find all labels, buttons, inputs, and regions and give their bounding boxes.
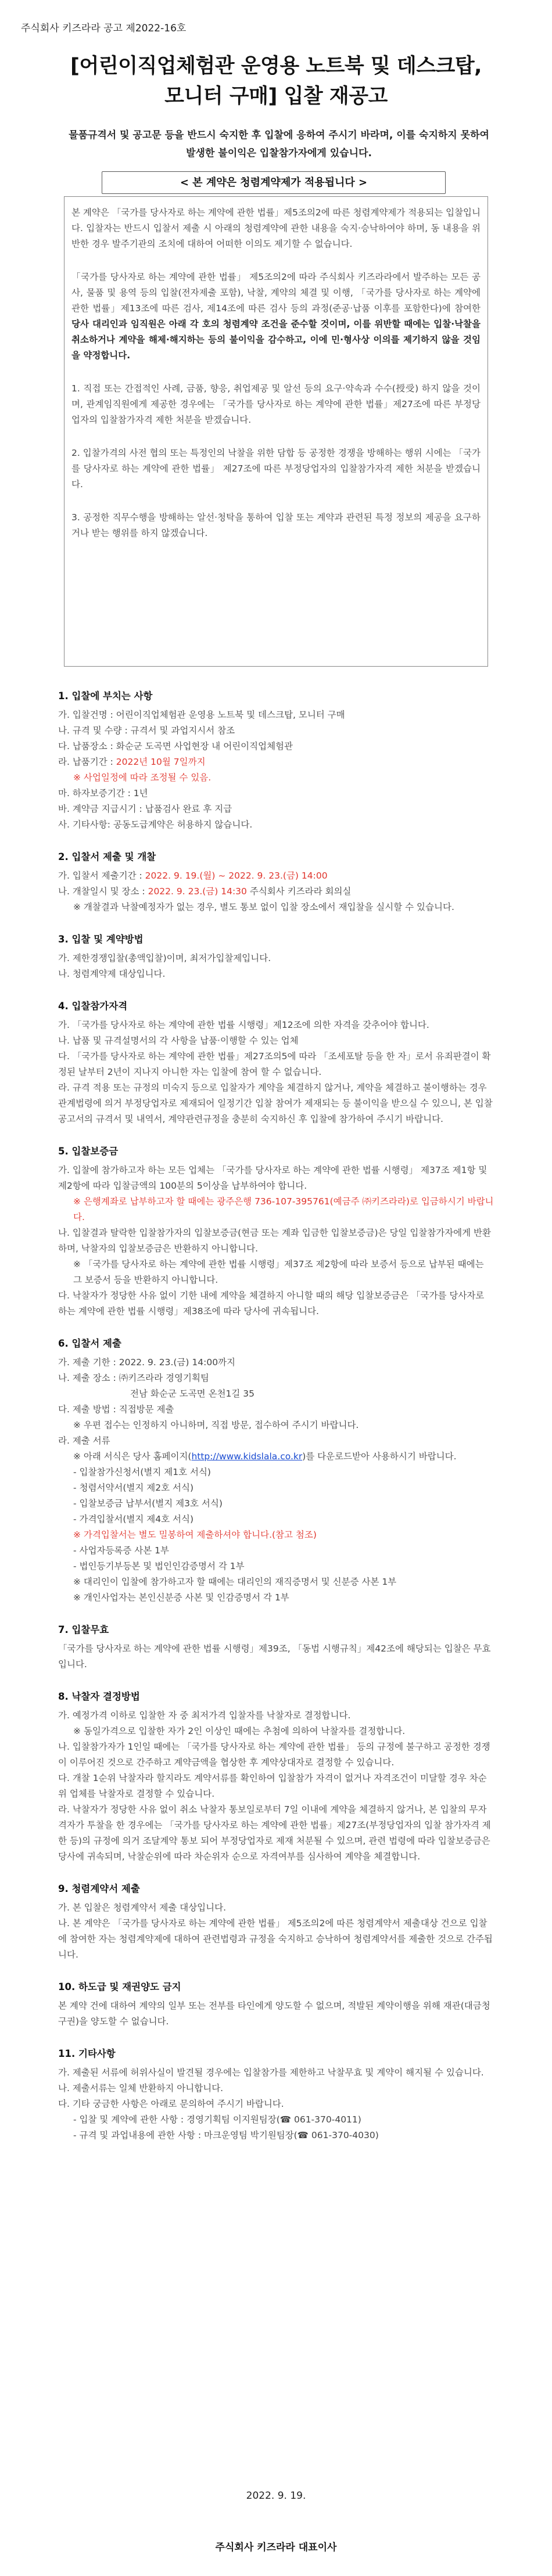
- opening-place: 주식회사 키즈라라 회의실: [246, 886, 352, 897]
- list-item: 가. 「국가를 당사자로 하는 계약에 관한 법률 시행령」제12조에 의한 자격을 갖추어야 합니다.: [58, 1020, 429, 1030]
- list-item: [58, 868, 494, 884]
- doc-item: - 입찰보증금 납부서(별지 제3호 서식): [73, 1498, 223, 1509]
- list-item: 가. 본 입찰은 청렴계약서 제출 대상입니다.: [58, 1902, 227, 1913]
- list-item: 다. 제출 방법 : 직접방문 제출: [58, 1404, 174, 1415]
- agent-note: ※ 대리인이 입찰에 참가하고자 할 때에는 대리인의 재직증명서 및 신분증 사본 1부: [73, 1577, 397, 1587]
- box-clause-1: 1. 직접 또는 간접적인 사례, 금품, 향응, 취업제공 및 알선 등의 요구·약속과 수수(授受) 하지 않을 것이며, 관계임직원에게 제공한 경우에는 「국가를 당사자로 하는 계약에 관한 법률」제27조에 따른 부정당업자의 입찰참가자격 제한 처분을 받겠습니다.: [71, 383, 481, 425]
- page-title: [0, 51, 552, 111]
- list-item: 라. 규격 적용 또는 규정의 미숙지 등으로 입찰자가 계약을 체결하지 않거나, 계약을 체결하고 불이행하는 경우 관계법령에 의거 부정당업자로 제재되어 일정기간 입찰 참여가 제재되는 등 불이익을 받으실 수 있으니, 본 입찰공고서의 규격서 및 내역서, 계약관련규정을 충분히 숙지하신 후 입찰에 참가하여 주시기 바랍니다.: [58, 1082, 493, 1124]
- list-item: 나. 본 계약은 「국가를 당사자로 하는 계약에 관한 법률」 제5조의2에 따른 청렴계약서 제출대상 건으로 입찰에 참여한 자는 청렴계약제에 대하여 관련법령과 규정을 숙지하고 승낙하여 청렴계약서를 제출한 것으로 간주됩니다.: [58, 1918, 493, 1960]
- individual-note: ※ 개인사업자는 본인신분증 사본 및 인감증명서 각 1부: [73, 1592, 289, 1603]
- section-10: [58, 1979, 494, 2030]
- submission-period-label: 가. 입찰서 제출기간 :: [58, 870, 145, 881]
- list-item: 나. 제출서류는 일체 반환하지 아니합니다.: [58, 2083, 224, 2093]
- box-paragraph-2a: 「국가를 당사자로 하는 계약에 관한 법률」 제5조의2에 따라 주식회사 키즈라라에서 발주하는 모든 공사, 물품 및 용역 등의 입찰(전자제출 포함), 낙찰, 계약의 체결 및 이행, 「국가를 당사자로 하는 계약에 관한 법률」제13조에 따른 검사, 제14조에 따른 검사 등의 과정(준공·납품 이후를 포함한다)에 참여한: [71, 272, 481, 314]
- mail-note: ※ 우편 접수는 인정하지 아니하며, 직접 방문, 접수하여 주시기 바랍니다.: [73, 1420, 359, 1430]
- section-title: 3. 입찰 및 계약방법: [58, 934, 144, 945]
- doc-item: - 가격입찰서(별지 제4호 서식): [73, 1514, 194, 1524]
- section-title: 5. 입찰보증금: [58, 1146, 119, 1157]
- list-item: 다. 기타 궁금한 사항은 아래로 문의하여 주시기 바랍니다.: [58, 2099, 284, 2109]
- doc-item: - 사업자등록증 사본 1부: [73, 1545, 169, 1556]
- section-3: [58, 931, 494, 982]
- title-line-1: [어린이직업체험관 운영용 노트북 및 데스크탑,: [70, 55, 482, 78]
- integrity-contract-box: [64, 196, 488, 667]
- list-item: [58, 884, 494, 900]
- box-clause-2: 2. 입찰가격의 사전 협의 또는 특정인의 낙찰을 위한 담합 등 공정한 경쟁을 방해하는 행위 시에는 「국가를 당사자로 하는 계약에 관한 법률」 제27조에 따른 부정당업자의 입찰참가자격 제한 처분을 받겠습니다.: [71, 448, 481, 490]
- list-item: 나. 입찰결과 탈락한 입찰참가자의 입찰보증금(현금 또는 계좌 입금한 입찰보증금)은 당일 입찰참가자에게 반환하며, 낙찰자의 입찰보증금은 반환하지 아니합니다.: [58, 1228, 492, 1254]
- section-title: 11. 기타사항: [58, 2048, 116, 2059]
- list-item: 사. 기타사항: 공동도급계약은 허용하지 않습니다.: [58, 819, 253, 830]
- list-item: 가. 입찰건명 : 어린이직업체험관 운영용 노트북 및 데스크탑, 모니터 구매: [58, 710, 345, 720]
- homepage-link[interactable]: http://www.kidslala.co.kr: [191, 1451, 303, 1462]
- section-title: 2. 입찰서 제출 및 개찰: [58, 851, 156, 862]
- price-bid-note: ※ 가격입찰서는 별도 밀봉하여 제출하셔야 합니다.(참고 첨조): [73, 1530, 317, 1540]
- list-item: 나. 제출 장소 : ㈜키즈라라 경영기획팀: [58, 1373, 209, 1383]
- list-item: 가. 제출 기한 : 2022. 9. 23.(금) 14:00까지: [58, 1357, 235, 1368]
- delivery-deadline: 2022년 10월 7일까지: [116, 757, 206, 767]
- section-4: [58, 998, 494, 1127]
- section-11: [58, 2046, 494, 2143]
- notice-number: 주식회사 키즈라라 공고 제2022-16호: [21, 23, 187, 34]
- section-title: 1. 입찰에 부치는 사항: [58, 690, 153, 701]
- list-item: [58, 754, 494, 770]
- list-item: 가. 예정가격 이하로 입찰한 자 중 최저가격 입찰자를 낙찰자로 결정합니다.: [58, 1710, 351, 1721]
- list-item: 라. 낙찰자가 정당한 사유 없이 취소 낙찰자 통보일로부터 7일 이내에 계약을 체결하지 않거나, 본 입찰의 무자격자가 투찰을 한 경우에는 「국가를 당사자로 하는 계약에 관한 법률」제27조(부정당업자의 입찰 참가자격 제한 등)의 규정에 의거 조달계약 통보 되어 부정당업자로 제재 처분될 수 있으며, 관련 법령에 따라 입찰보증금은 당사에 귀속되며, 낙찰순위에 따라 차순위자 순으로 자격여부를 심사하여 계약을 체결합니다.: [58, 1804, 491, 1862]
- section-6: [58, 1336, 494, 1606]
- list-item: 마. 하자보증기간 : 1년: [58, 788, 148, 798]
- intro-text: 물품규격서 및 공고문 등을 반드시 숙지한 후 입찰에 응하여 주시기 바라며, 이를 숙지하지 못하여 발생한 불이익은 입찰참가자에게 있습니다.: [69, 129, 489, 159]
- guarantee-note: ※ 「국가를 당사자로 하는 계약에 관한 법률 시행령」제37조 제2항에 따라 보증서 등으로 납부된 때에는 그 보증서 등을 반환하지 아니합니다.: [73, 1259, 484, 1285]
- notice-date: 2022. 9. 19.: [246, 2490, 306, 2502]
- box-paragraph-1: 본 계약은 「국가를 당사자로 하는 계약에 관한 법률」제5조의2에 따른 청렴계약제가 적용되는 입찰입니다. 입찰자는 반드시 입찰서 제출 시 아래의 청렴계약에 관한 내용을 숙지·승낙하여야 하며, 동 내용을 위반한 경우 발주기관의 조치에 대하여 어떠한 이의도 제기할 수 없습니다.: [71, 207, 481, 249]
- section-5: [58, 1143, 494, 1319]
- list-item: 나. 규격 및 수량 : 규격서 및 과업지시서 참조: [58, 725, 235, 736]
- list-item: 다. 낙찰자가 정당한 사유 없이 기한 내에 계약을 체결하지 아니할 때의 해당 입찰보증금은 「국가를 당사자로 하는 계약에 관한 법률 시행령」제38조에 따라 당사에 귀속됩니다.: [58, 1290, 485, 1316]
- list-item: 다. 「국가를 당사자로 하는 계약에 관한 법률」제27조의5에 따라 「조세포탈 등을 한 자」로서 유죄판결이 확정된 날부터 2년이 지나지 아니한 자는 입찰에 참여 할 수 없습니다.: [58, 1051, 491, 1077]
- list-item: 다. 납품장소 : 화순군 도곡면 사업현장 내 어린이직업체험관: [58, 741, 293, 751]
- issuer: 주식회사 키즈라라 대표이사: [215, 2542, 337, 2553]
- box-paragraph-2b: 당사 대리인과 임직원은 아래 각 호의 청렴계약 조건을 준수할 것이며, 이를 위반할 때에는 입찰·낙찰을 취소하거나 계약을 해제·해지하는 등의 불이익을 감수하고, 이에 민·형사상 이의를 제기하지 않을 것임을 약정합니다.: [71, 319, 481, 361]
- section-8: [58, 1689, 494, 1865]
- list-item: 가. 입찰에 참가하고자 하는 모든 업체는 「국가를 당사자로 하는 계약에 관한 법률 시행령」 제37조 제1항 및 제2항에 따라 입찰금액의 100분의 5이상을 납부하여야 합니다.: [58, 1165, 488, 1191]
- delivery-note: ※ 사업일정에 따라 조정될 수 있음.: [73, 772, 212, 783]
- section-title: 10. 하도급 및 재권양도 금지: [58, 1981, 181, 1992]
- section-title: 8. 낙찰자 결정방법: [58, 1691, 140, 1702]
- section-text: 「국가를 당사자로 하는 계약에 관한 법률 시행령」제39조, 「동법 시행규칙」제42조에 해당되는 입찰은 무효입니다.: [58, 1643, 491, 1670]
- opening-label: 나. 개찰일시 및 장소 :: [58, 886, 148, 897]
- contact-item: - 입찰 및 계약에 관한 사항 : 경영기획팀 이지원팀장(☎ 061-370-4011): [73, 2114, 361, 2125]
- delivery-label: 라. 납품기간 :: [58, 757, 116, 767]
- section-title: 9. 청렴계약서 제출: [58, 1883, 140, 1894]
- box-paragraph-2: [71, 269, 481, 364]
- box-clause-3: 3. 공정한 직무수행을 방해하는 알선·청탁을 통하여 입찰 또는 계약과 관련된 특정 정보의 제공을 요구하거나 받는 행위를 하지 않겠습니다.: [71, 512, 481, 538]
- list-item: 다. 개찰 1순위 낙찰자라 할지라도 계약서류를 확인하여 입찰참가 자격이 없거나 자격조건이 미달할 경우 차순위 업체를 낙찰자로 결정할 수 있습니다.: [58, 1773, 487, 1799]
- contact-item: - 규격 및 과업내용에 관한 사항 : 마크운영팀 박기원팀장(☎ 061-370-4030): [73, 2130, 379, 2140]
- list-item: 바. 계약금 지급시기 : 납품검사 완료 후 지급: [58, 804, 232, 814]
- opening-note: ※ 개찰결과 낙찰예정자가 없는 경우, 별도 통보 없이 입찰 장소에서 재입찰을 실시할 수 있습니다.: [73, 902, 454, 912]
- section-title: 7. 입찰무효: [58, 1624, 109, 1635]
- note-text: )를 다운로드받아 사용하시기 바랍니다.: [302, 1451, 457, 1462]
- section-1: [58, 688, 494, 833]
- list-item: 나. 납품 및 규격설명서의 각 사항을 납품·이행할 수 있는 업체: [58, 1035, 299, 1046]
- doc-item: - 법인등기부등본 및 법인인감증명서 각 1부: [73, 1561, 245, 1571]
- list-item: 라. 제출 서류: [58, 1435, 110, 1446]
- section-2: [58, 849, 494, 915]
- section-text: 본 계약 건에 대하여 계약의 일부 또는 전부를 타인에게 양도할 수 없으며, 적발된 계약이행을 위해 재관(대금청구권)을 양도할 수 없습니다.: [58, 2001, 490, 2027]
- section-9: [58, 1881, 494, 1963]
- list-item: 나. 청렴계약제 대상입니다.: [58, 969, 166, 979]
- section-7: [58, 1622, 494, 1672]
- title-line-2: 모니터 구매] 입찰 재공고: [164, 85, 388, 108]
- submission-period: 2022. 9. 19.(월) ~ 2022. 9. 23.(금) 14:00: [145, 870, 328, 881]
- list-item: 나. 입찰참가자가 1인일 때에는 「국가를 당사자로 하는 계약에 관한 법률」 등의 규정에 불구하고 공정한 경쟁이 이루어진 것으로 간주하고 계약금액을 협상한 후 계약상대자로 결정할 수 있습니다.: [58, 1742, 490, 1768]
- opening-datetime: 2022. 9. 23.(금) 14:30: [148, 886, 247, 897]
- deposit-account-note: ※ 은행계좌로 납부하고자 할 때에는 광주은행 736-107-395761(예금주 ㈜키즈라라)로 입금하시기 바랍니다.: [73, 1196, 494, 1222]
- integrity-banner: < 본 계약은 청렴계약제가 적용됩니다 >: [102, 171, 446, 194]
- doc-item: - 입찰참가신청서(별지 제1호 서식): [73, 1467, 211, 1477]
- note-text: ※ 아래 서식은 당사 홈페이지(: [73, 1451, 192, 1462]
- address: 전남 화순군 도곡면 온천1길 35: [130, 1388, 255, 1399]
- tie-note: ※ 동일가격으로 입찰한 자가 2인 이상인 때에는 추첨에 의하여 낙찰자를 결정합니다.: [73, 1726, 406, 1736]
- notice-sections: [58, 688, 494, 2160]
- section-title: 4. 입찰참가자격: [58, 1001, 128, 1012]
- doc-item: - 청렴서약서(별지 제2호 서식): [73, 1483, 194, 1493]
- list-item: 가. 제출된 서류에 허위사실이 발견될 경우에는 입찰참가를 제한하고 낙찰무효 및 계약이 해지될 수 있습니다.: [58, 2067, 484, 2078]
- list-item: 가. 제한경쟁입찰(총액입찰)이며, 최저가입찰제입니다.: [58, 953, 271, 963]
- section-title: 6. 입찰서 제출: [58, 1338, 121, 1349]
- form-download-note: [58, 1449, 494, 1465]
